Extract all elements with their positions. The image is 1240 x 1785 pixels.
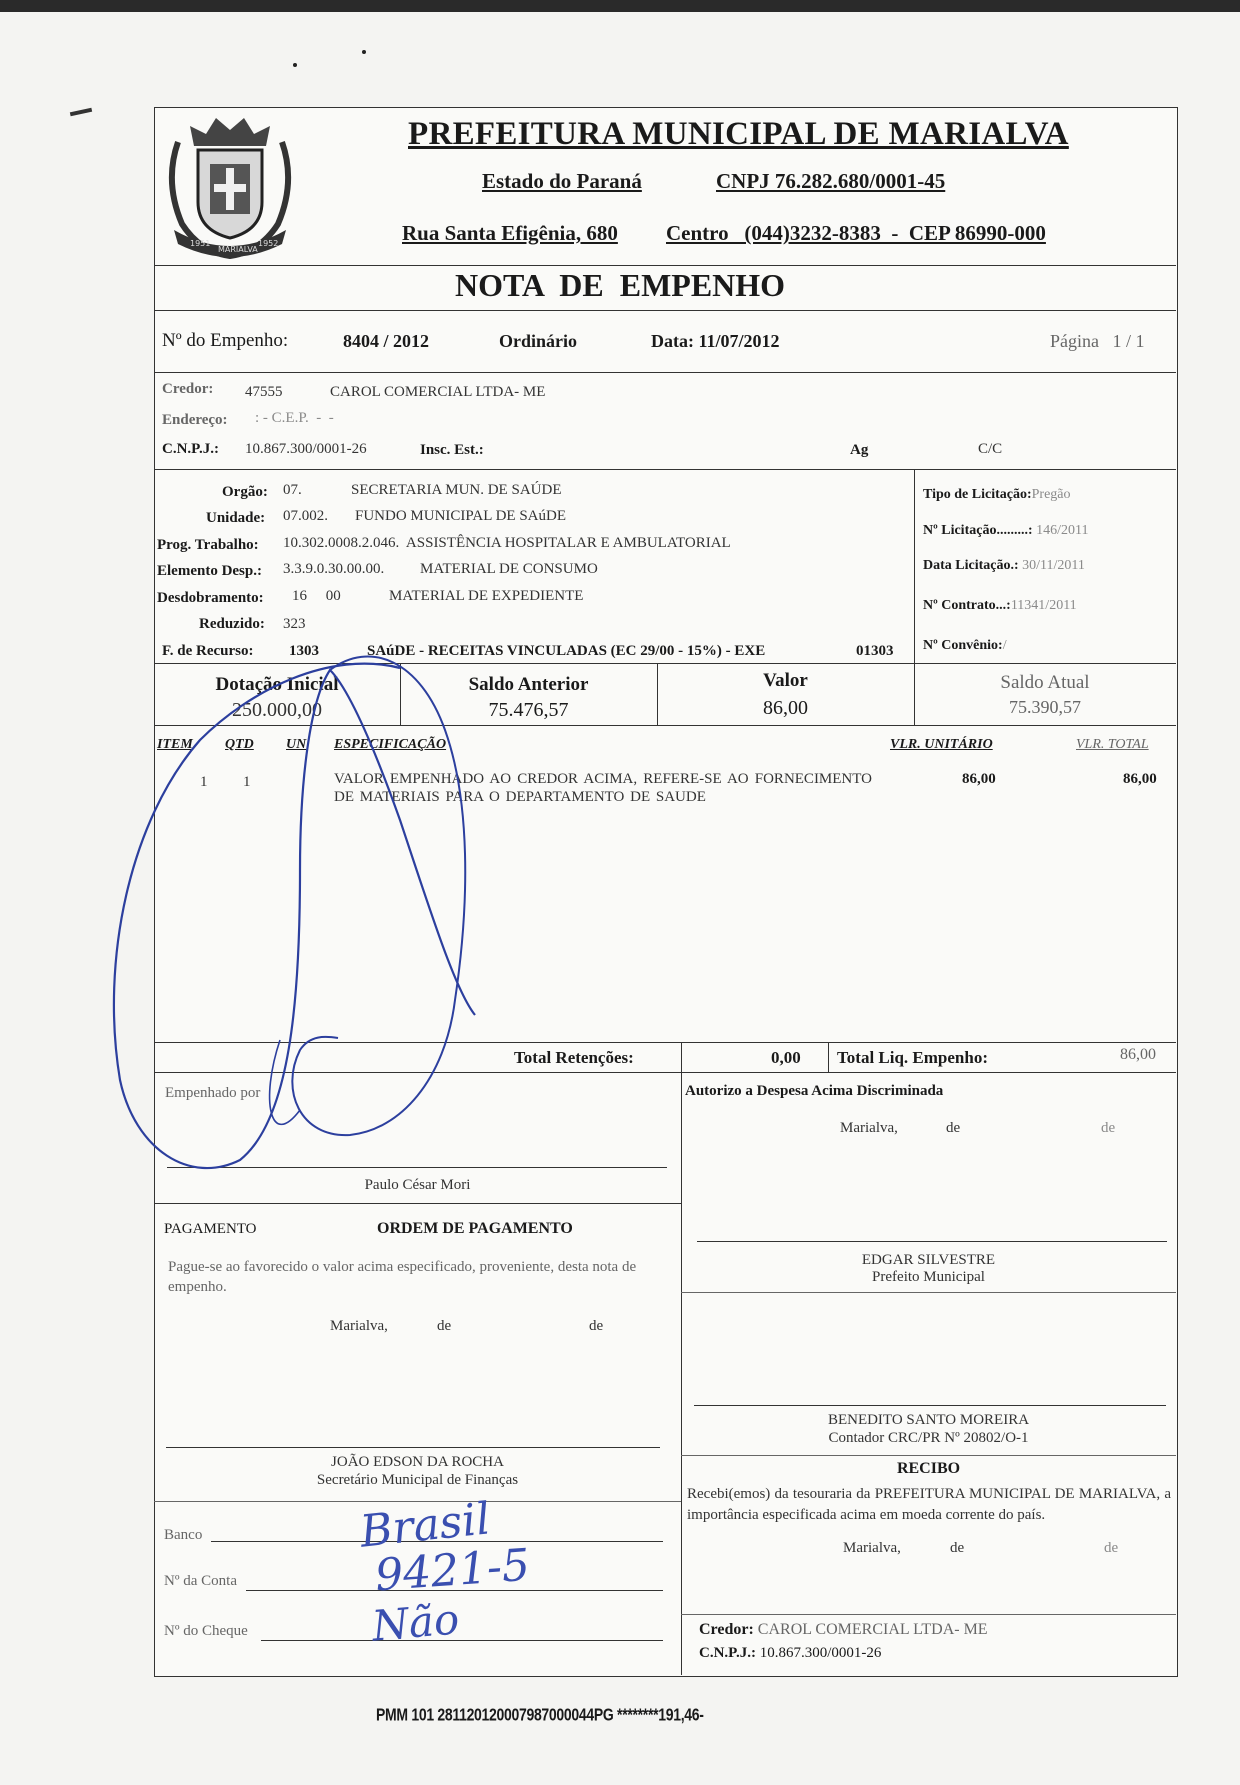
municipal-coat-of-arms-icon: [160, 112, 300, 262]
elemento-desp-code: 3.3.9.0.30.00.00.: [283, 561, 385, 577]
cnpj-label: C.N.P.J.:: [162, 441, 219, 457]
recibo-text: Recebi(emos) da tesouraria da PREFEITURA MUNICIPAL DE MARIALVA, a importância especificada acima em moeda corrente do país.: [687, 1486, 1171, 1523]
secretario-name: JOÃO EDSON DA ROCHA: [331, 1454, 504, 1470]
autorizo-place: Marialva,: [840, 1120, 898, 1136]
autorizo-title: Autorizo a Despesa Acima Discriminada: [685, 1083, 944, 1099]
insc-est-label: Insc. Est.:: [420, 442, 484, 458]
fonte-recurso-code: 1303: [289, 643, 319, 659]
saldo-anterior-label: Saldo Anterior: [468, 674, 589, 695]
empenho-type: Ordinário: [499, 331, 578, 351]
contrato-value: 11341/2011: [1010, 598, 1077, 613]
tipo-licitacao-value: Pregão: [1031, 487, 1071, 502]
pagamento-de2: de: [589, 1318, 604, 1334]
unidade-label: Unidade:: [206, 510, 266, 526]
pagamento-de1: de: [437, 1318, 452, 1334]
pagamento-label: PAGAMENTO: [164, 1221, 257, 1237]
dotacao-inicial-label: Dotação Inicial: [215, 674, 339, 695]
elemento-desp-name: MATERIAL DE CONSUMO: [420, 561, 598, 577]
empenho-number: 8404 / 2012: [343, 331, 430, 351]
empenhado-por-name: Paulo César Mori: [364, 1177, 471, 1193]
conta-handwriting: 9421-5: [373, 1539, 532, 1602]
divider: [154, 1203, 681, 1204]
cheque-handwriting: Não: [370, 1594, 462, 1651]
data-licitacao-value: 30/11/2011: [1022, 558, 1085, 573]
endereco-value: : - C.E.P. - -: [255, 410, 334, 426]
svg-text:MARIALVA: MARIALVA: [218, 245, 258, 254]
cheque-label: Nº do Cheque: [164, 1623, 248, 1639]
col-qtd: QTD: [225, 737, 254, 752]
col-item: ITEM: [157, 737, 193, 752]
item-especificacao: VALOR EMPENHADO AO CREDOR ACIMA, REFERE-SE AO FORNECIMENTO DE MATERIAIS PARA O DEPARTAMENTO DE SAUDE: [334, 771, 872, 805]
valor-label: Valor: [763, 670, 808, 691]
data-licitacao-label: Data Licitação.:: [923, 558, 1019, 573]
convenio-label: Nº Convênio:: [923, 638, 1003, 653]
total-liq-empenho-label: Total Liq. Empenho:: [837, 1048, 988, 1067]
endereco-label: Endereço:: [162, 412, 228, 428]
prefeito-name: EDGAR SILVESTRE: [861, 1252, 996, 1268]
conta-label: Nº da Conta: [164, 1573, 237, 1589]
scan-speck: [293, 63, 297, 67]
col-vlr-unitario: VLR. UNITÁRIO: [890, 737, 993, 752]
divider: [681, 1292, 1176, 1293]
footer-code: PMM 101 281120120007987000044PG ********191,46-: [376, 1704, 704, 1724]
divider: [154, 1042, 1176, 1043]
recibo-place: Marialva,: [843, 1540, 901, 1556]
divider: [681, 1042, 682, 1072]
empenhado-por-label: Empenhado por: [165, 1085, 261, 1101]
item-vlr-unitario: 86,00: [962, 771, 996, 787]
reduzido-label: Reduzido:: [199, 616, 265, 632]
col-vlr-total: VLR. TOTAL: [1076, 737, 1149, 752]
fonte-recurso-label: F. de Recurso:: [162, 643, 254, 659]
item-vlr-total: 86,00: [1123, 771, 1157, 787]
fonte-recurso-number: 01303: [856, 643, 894, 659]
state-label: Estado do Paraná: [482, 169, 642, 193]
convenio-value: /: [1002, 638, 1007, 653]
svg-text:1951: 1951: [190, 239, 211, 248]
divider: [154, 469, 1176, 470]
recibo-de1: de: [950, 1540, 965, 1556]
unidade-name: FUNDO MUNICIPAL DE SAúDE: [355, 508, 566, 524]
orgao-label: Orgão:: [222, 484, 268, 500]
fonte-recurso-name: SAúDE - RECEITAS VINCULADAS (EC 29/00 - 15%) - EXE: [367, 643, 766, 659]
divider: [914, 469, 915, 663]
divider: [154, 310, 1176, 311]
recibo-de2: de: [1104, 1540, 1119, 1556]
desdobramento-name: MATERIAL DE EXPEDIENTE: [389, 588, 584, 604]
dotacao-inicial-value: 250.000,00: [232, 699, 322, 721]
page-number: Página 1 / 1: [1050, 331, 1145, 351]
empenho-date: Data: 11/07/2012: [651, 331, 780, 351]
divider: [154, 725, 1176, 726]
autorizo-de1: de: [946, 1120, 961, 1136]
scan-top-edge: [0, 0, 1240, 12]
contrato-label: Nº Contrato...:: [923, 598, 1011, 613]
orgao-code: 07.: [283, 482, 302, 498]
scan-speck: [362, 50, 366, 54]
col-especificacao: ESPECIFICAÇÃO: [334, 737, 447, 752]
credor-footer-cnpj: 10.867.300/0001-26: [759, 1645, 882, 1661]
pagamento-place: Marialva,: [330, 1318, 388, 1334]
total-retencoes-value: 0,00: [771, 1048, 801, 1067]
divider: [154, 1072, 1176, 1073]
orgao-name: SECRETARIA MUN. DE SAÚDE: [351, 482, 562, 498]
signature-line: [167, 1167, 667, 1168]
divider: [681, 1614, 1176, 1615]
empenho-number-label: Nº do Empenho:: [162, 330, 289, 351]
col-un: UN: [286, 737, 307, 752]
address-street: Rua Santa Efigênia, 680: [402, 221, 618, 245]
credor-footer-label: Credor:: [699, 1621, 754, 1638]
secretario-role: Secretário Municipal de Finanças: [316, 1472, 519, 1488]
autorizo-de2: de: [1101, 1120, 1116, 1136]
banco-label: Banco: [164, 1527, 203, 1543]
cheque-line: [261, 1640, 663, 1641]
scan-speck: [70, 108, 92, 116]
divider: [828, 1042, 829, 1072]
saldo-atual-label: Saldo Atual: [1000, 672, 1090, 693]
saldo-atual-value: 75.390,57: [1009, 697, 1081, 717]
signature-line: [697, 1241, 1167, 1242]
signature-line: [694, 1405, 1166, 1406]
address-rest: Centro (044)3232-8383 - CEP 86990-000: [666, 221, 1046, 245]
desdobramento-code: 16 00: [292, 588, 341, 604]
document-title: NOTA DE EMPENHO: [454, 267, 786, 303]
saldo-anterior-value: 75.476,57: [488, 699, 569, 721]
ordem-pagamento-title: ORDEM DE PAGAMENTO: [377, 1220, 573, 1237]
ag-label: Ag: [850, 442, 869, 458]
divider: [681, 1455, 1176, 1456]
prefeito-role: Prefeito Municipal: [872, 1269, 985, 1285]
municipality-title: PREFEITURA MUNICIPAL DE MARIALVA: [408, 116, 1069, 152]
credor-name: CAROL COMERCIAL LTDA- ME: [330, 384, 546, 400]
cnpj-header: CNPJ 76.282.680/0001-45: [716, 169, 946, 193]
divider: [154, 663, 1176, 664]
total-liq-empenho-value: 86,00: [1120, 1046, 1156, 1063]
contador-role: Contador CRC/PR Nº 20802/O-1: [828, 1430, 1029, 1446]
recibo-title: RECIBO: [896, 1460, 961, 1477]
tipo-licitacao-label: Tipo de Licitação:: [923, 487, 1032, 502]
unidade-code: 07.002.: [283, 508, 328, 524]
total-retencoes-label: Total Retenções:: [514, 1048, 634, 1067]
prog-trabalho-label: Prog. Trabalho:: [157, 537, 259, 553]
divider: [154, 265, 1176, 266]
cc-label: C/C: [978, 441, 1003, 457]
item-number: 1: [200, 774, 208, 790]
banco-handwriting: Brasil: [357, 1493, 493, 1558]
prog-trabalho-value: 10.302.0008.2.046. ASSISTÊNCIA HOSPITALAR E AMBULATORIAL: [283, 535, 731, 551]
divider: [681, 1072, 682, 1675]
credor-label: Credor:: [162, 381, 214, 397]
credor-footer-cnpj-label: C.N.P.J.:: [699, 1645, 756, 1661]
divider: [154, 372, 1176, 373]
credor-footer-name: CAROL COMERCIAL LTDA- ME: [757, 1621, 988, 1638]
contador-name: BENEDITO SANTO MOREIRA: [827, 1412, 1030, 1428]
valor-value: 86,00: [763, 697, 808, 719]
desdobramento-label: Desdobramento:: [157, 590, 264, 606]
licitacao-number-value: 146/2011: [1036, 523, 1089, 538]
cnpj-value: 10.867.300/0001-26: [245, 441, 367, 457]
licitacao-number-label: Nº Licitação.........:: [923, 523, 1033, 538]
item-qtd: 1: [243, 774, 251, 790]
pagamento-text: Pague-se ao favorecido o valor acima especificado, proveniente, desta nota de empenho.: [168, 1259, 637, 1295]
reduzido-value: 323: [283, 616, 306, 632]
credor-code: 47555: [245, 384, 283, 400]
signature-line: [166, 1447, 660, 1448]
svg-text:1952: 1952: [258, 239, 279, 248]
elemento-desp-label: Elemento Desp.:: [157, 563, 262, 579]
